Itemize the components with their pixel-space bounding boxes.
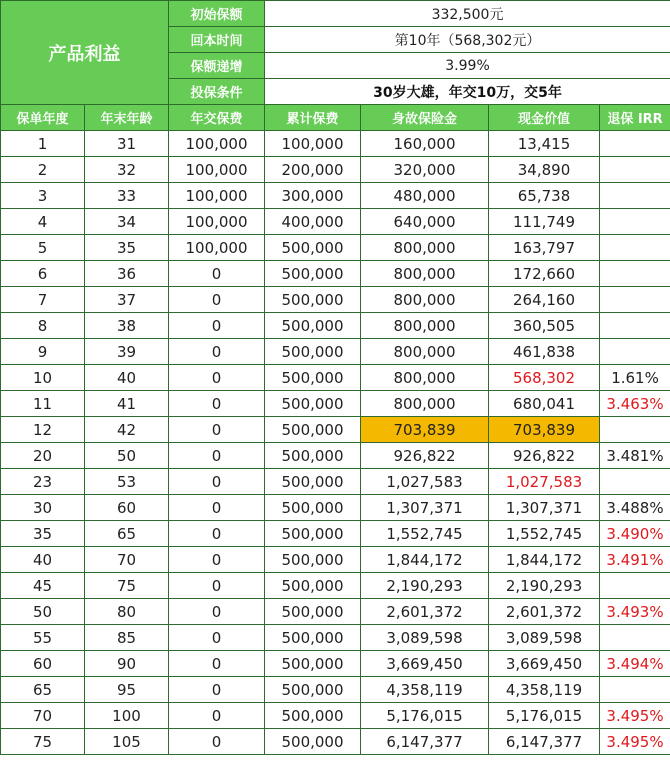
cash-value-cell: 264,160: [489, 287, 600, 313]
cash-value-cell: 1,027,583: [489, 469, 600, 495]
table-row: [1, 365, 670, 391]
death-benefit-cell: 640,000: [361, 209, 489, 235]
age-cell: 32: [85, 157, 169, 183]
death-benefit-cell: 3,089,598: [361, 625, 489, 651]
cumulative-premium-cell: 500,000: [265, 287, 361, 313]
cash-value-cell: 926,822: [489, 443, 600, 469]
annual-premium-cell: 0: [169, 677, 265, 703]
age-cell: 65: [85, 521, 169, 547]
surrender-irr-cell: 3.488%: [600, 495, 670, 521]
age-cell: 36: [85, 261, 169, 287]
table-row: [1, 703, 670, 729]
table-row: [1, 469, 670, 495]
age-cell: 85: [85, 625, 169, 651]
policy-year-cell: 50: [1, 599, 85, 625]
annual-premium-cell: 0: [169, 391, 265, 417]
death-benefit-cell: 1,844,172: [361, 547, 489, 573]
age-cell: 50: [85, 443, 169, 469]
surrender-irr-cell: [600, 677, 670, 703]
death-benefit-cell: 926,822: [361, 443, 489, 469]
policy-year-cell: 10: [1, 365, 85, 391]
age-cell: 42: [85, 417, 169, 443]
death-benefit-cell: 800,000: [361, 313, 489, 339]
cumulative-premium-cell: 500,000: [265, 469, 361, 495]
policy-year-cell: 4: [1, 209, 85, 235]
age-cell: 95: [85, 677, 169, 703]
death-benefit-cell: 800,000: [361, 261, 489, 287]
death-benefit-cell: 2,190,293: [361, 573, 489, 599]
death-benefit-cell: 160,000: [361, 131, 489, 157]
table-row: [1, 443, 670, 469]
table-row: [1, 729, 670, 755]
death-benefit-cell: 320,000: [361, 157, 489, 183]
surrender-irr-cell: 3.495%: [600, 703, 670, 729]
cumulative-premium-cell: 500,000: [265, 443, 361, 469]
age-cell: 90: [85, 651, 169, 677]
cumulative-premium-cell: 500,000: [265, 417, 361, 443]
annual-premium-cell: 0: [169, 261, 265, 287]
column-header-row: [1, 105, 670, 131]
death-benefit-cell: 6,147,377: [361, 729, 489, 755]
policy-year-cell: 9: [1, 339, 85, 365]
surrender-irr-cell: 3.494%: [600, 651, 670, 677]
cash-value-cell: 65,738: [489, 183, 600, 209]
table-row: [1, 313, 670, 339]
cumulative-premium-cell: 500,000: [265, 313, 361, 339]
cash-value-cell: 703,839: [489, 417, 600, 443]
death-benefit-cell: 1,552,745: [361, 521, 489, 547]
surrender-irr-cell: [600, 573, 670, 599]
surrender-irr-cell: 3.495%: [600, 729, 670, 755]
age-cell: 40: [85, 365, 169, 391]
table-row: [1, 235, 670, 261]
policy-year-cell: 5: [1, 235, 85, 261]
policy-year-cell: 75: [1, 729, 85, 755]
table-row: [1, 209, 670, 235]
cumulative-premium-cell: 500,000: [265, 261, 361, 287]
column-header: 现金价值: [489, 105, 600, 131]
age-cell: 33: [85, 183, 169, 209]
surrender-irr-cell: 1.61%: [600, 365, 670, 391]
surrender-irr-cell: [600, 157, 670, 183]
cash-value-cell: 2,190,293: [489, 573, 600, 599]
policy-year-cell: 65: [1, 677, 85, 703]
cumulative-premium-cell: 200,000: [265, 157, 361, 183]
surrender-irr-cell: [600, 417, 670, 443]
annual-premium-cell: 0: [169, 547, 265, 573]
surrender-irr-cell: 3.490%: [600, 521, 670, 547]
surrender-irr-cell: 3.481%: [600, 443, 670, 469]
cumulative-premium-cell: 100,000: [265, 131, 361, 157]
annual-premium-cell: 0: [169, 599, 265, 625]
policy-year-cell: 1: [1, 131, 85, 157]
death-benefit-cell: 3,669,450: [361, 651, 489, 677]
annual-premium-cell: 0: [169, 365, 265, 391]
death-benefit-cell: 2,601,372: [361, 599, 489, 625]
surrender-irr-cell: [600, 183, 670, 209]
cumulative-premium-cell: 500,000: [265, 235, 361, 261]
table-row: [1, 573, 670, 599]
cumulative-premium-cell: 500,000: [265, 677, 361, 703]
death-benefit-cell: 800,000: [361, 391, 489, 417]
death-benefit-cell: 800,000: [361, 365, 489, 391]
cash-value-cell: 172,660: [489, 261, 600, 287]
age-cell: 39: [85, 339, 169, 365]
policy-year-cell: 6: [1, 261, 85, 287]
cash-value-cell: 163,797: [489, 235, 600, 261]
column-header: 保单年度: [1, 105, 85, 131]
surrender-irr-cell: 3.463%: [600, 391, 670, 417]
surrender-irr-cell: [600, 235, 670, 261]
policy-year-cell: 20: [1, 443, 85, 469]
table-row: [1, 651, 670, 677]
cumulative-premium-cell: 500,000: [265, 729, 361, 755]
annual-premium-cell: 100,000: [169, 235, 265, 261]
summary-label: 保额递增: [169, 53, 265, 79]
column-header: 年末年龄: [85, 105, 169, 131]
table-row: [1, 157, 670, 183]
cumulative-premium-cell: 500,000: [265, 495, 361, 521]
summary-value: 第10年（568,302元）: [265, 27, 670, 53]
cash-value-cell: 461,838: [489, 339, 600, 365]
policy-year-cell: 3: [1, 183, 85, 209]
summary-label: 回本时间: [169, 27, 265, 53]
age-cell: 53: [85, 469, 169, 495]
cash-value-cell: 5,176,015: [489, 703, 600, 729]
policy-year-cell: 11: [1, 391, 85, 417]
age-cell: 70: [85, 547, 169, 573]
table-row: [1, 131, 670, 157]
age-cell: 100: [85, 703, 169, 729]
table-row: [1, 183, 670, 209]
cash-value-cell: 111,749: [489, 209, 600, 235]
table-row: [1, 391, 670, 417]
death-benefit-cell: 5,176,015: [361, 703, 489, 729]
summary-value: 332,500元: [265, 1, 670, 27]
death-benefit-cell: 1,307,371: [361, 495, 489, 521]
cash-value-cell: 568,302: [489, 365, 600, 391]
policy-year-cell: 23: [1, 469, 85, 495]
cumulative-premium-cell: 500,000: [265, 651, 361, 677]
annual-premium-cell: 0: [169, 287, 265, 313]
age-cell: 80: [85, 599, 169, 625]
column-header: 退保 IRR: [600, 105, 670, 131]
cumulative-premium-cell: 500,000: [265, 703, 361, 729]
surrender-irr-cell: [600, 287, 670, 313]
cash-value-cell: 6,147,377: [489, 729, 600, 755]
surrender-irr-cell: [600, 339, 670, 365]
table-row: [1, 287, 670, 313]
cash-value-cell: 13,415: [489, 131, 600, 157]
policy-year-cell: 12: [1, 417, 85, 443]
summary-value: 3.99%: [265, 53, 670, 79]
cumulative-premium-cell: 500,000: [265, 599, 361, 625]
policy-year-cell: 45: [1, 573, 85, 599]
surrender-irr-cell: [600, 261, 670, 287]
surrender-irr-cell: [600, 209, 670, 235]
policy-year-cell: 40: [1, 547, 85, 573]
cumulative-premium-cell: 500,000: [265, 391, 361, 417]
age-cell: 75: [85, 573, 169, 599]
annual-premium-cell: 0: [169, 469, 265, 495]
annual-premium-cell: 0: [169, 521, 265, 547]
table-row: [1, 339, 670, 365]
table-row: [1, 521, 670, 547]
surrender-irr-cell: 3.493%: [600, 599, 670, 625]
policy-year-cell: 35: [1, 521, 85, 547]
summary-label: 投保条件: [169, 79, 265, 105]
annual-premium-cell: 100,000: [169, 157, 265, 183]
age-cell: 38: [85, 313, 169, 339]
cumulative-premium-cell: 500,000: [265, 339, 361, 365]
age-cell: 31: [85, 131, 169, 157]
table-row: [1, 599, 670, 625]
table-row: [1, 625, 670, 651]
table-row: [1, 677, 670, 703]
policy-year-cell: 55: [1, 625, 85, 651]
annual-premium-cell: 0: [169, 495, 265, 521]
age-cell: 41: [85, 391, 169, 417]
annual-premium-cell: 0: [169, 729, 265, 755]
cumulative-premium-cell: 300,000: [265, 183, 361, 209]
annual-premium-cell: 0: [169, 573, 265, 599]
annual-premium-cell: 100,000: [169, 209, 265, 235]
death-benefit-cell: 4,358,119: [361, 677, 489, 703]
column-header: 累计保费: [265, 105, 361, 131]
policy-year-cell: 30: [1, 495, 85, 521]
surrender-irr-cell: [600, 131, 670, 157]
table-row: [1, 547, 670, 573]
policy-year-cell: 60: [1, 651, 85, 677]
cumulative-premium-cell: 400,000: [265, 209, 361, 235]
annual-premium-cell: 0: [169, 651, 265, 677]
annual-premium-cell: 0: [169, 339, 265, 365]
policy-year-cell: 8: [1, 313, 85, 339]
annual-premium-cell: 0: [169, 313, 265, 339]
cash-value-cell: 1,844,172: [489, 547, 600, 573]
death-benefit-cell: 480,000: [361, 183, 489, 209]
cumulative-premium-cell: 500,000: [265, 365, 361, 391]
cash-value-cell: 3,089,598: [489, 625, 600, 651]
policy-year-cell: 70: [1, 703, 85, 729]
cash-value-cell: 2,601,372: [489, 599, 600, 625]
annual-premium-cell: 100,000: [169, 131, 265, 157]
death-benefit-cell: 703,839: [361, 417, 489, 443]
table-row: [1, 495, 670, 521]
age-cell: 34: [85, 209, 169, 235]
cash-value-cell: 1,307,371: [489, 495, 600, 521]
death-benefit-cell: 800,000: [361, 235, 489, 261]
cumulative-premium-cell: 500,000: [265, 521, 361, 547]
policy-year-cell: 7: [1, 287, 85, 313]
age-cell: 60: [85, 495, 169, 521]
policy-year-cell: 2: [1, 157, 85, 183]
annual-premium-cell: 0: [169, 443, 265, 469]
cash-value-cell: 1,552,745: [489, 521, 600, 547]
surrender-irr-cell: [600, 313, 670, 339]
summary-label: 初始保额: [169, 1, 265, 27]
age-cell: 105: [85, 729, 169, 755]
table-row: [1, 417, 670, 443]
cumulative-premium-cell: 500,000: [265, 625, 361, 651]
cumulative-premium-cell: 500,000: [265, 547, 361, 573]
age-cell: 35: [85, 235, 169, 261]
annual-premium-cell: 0: [169, 703, 265, 729]
surrender-irr-cell: 3.491%: [600, 547, 670, 573]
surrender-irr-cell: [600, 469, 670, 495]
annual-premium-cell: 0: [169, 625, 265, 651]
cumulative-premium-cell: 500,000: [265, 573, 361, 599]
table-row: [1, 261, 670, 287]
product-benefit-title: 产品利益: [1, 1, 169, 105]
column-header: 年交保费: [169, 105, 265, 131]
cash-value-cell: 680,041: [489, 391, 600, 417]
cash-value-cell: 34,890: [489, 157, 600, 183]
column-header: 身故保险金: [361, 105, 489, 131]
cash-value-cell: 360,505: [489, 313, 600, 339]
age-cell: 37: [85, 287, 169, 313]
summary-value: 30岁大雄，年交10万，交5年: [265, 79, 670, 105]
death-benefit-cell: 800,000: [361, 339, 489, 365]
cash-value-cell: 4,358,119: [489, 677, 600, 703]
death-benefit-cell: 1,027,583: [361, 469, 489, 495]
death-benefit-cell: 800,000: [361, 287, 489, 313]
cash-value-cell: 3,669,450: [489, 651, 600, 677]
annual-premium-cell: 0: [169, 417, 265, 443]
surrender-irr-cell: [600, 625, 670, 651]
annual-premium-cell: 100,000: [169, 183, 265, 209]
